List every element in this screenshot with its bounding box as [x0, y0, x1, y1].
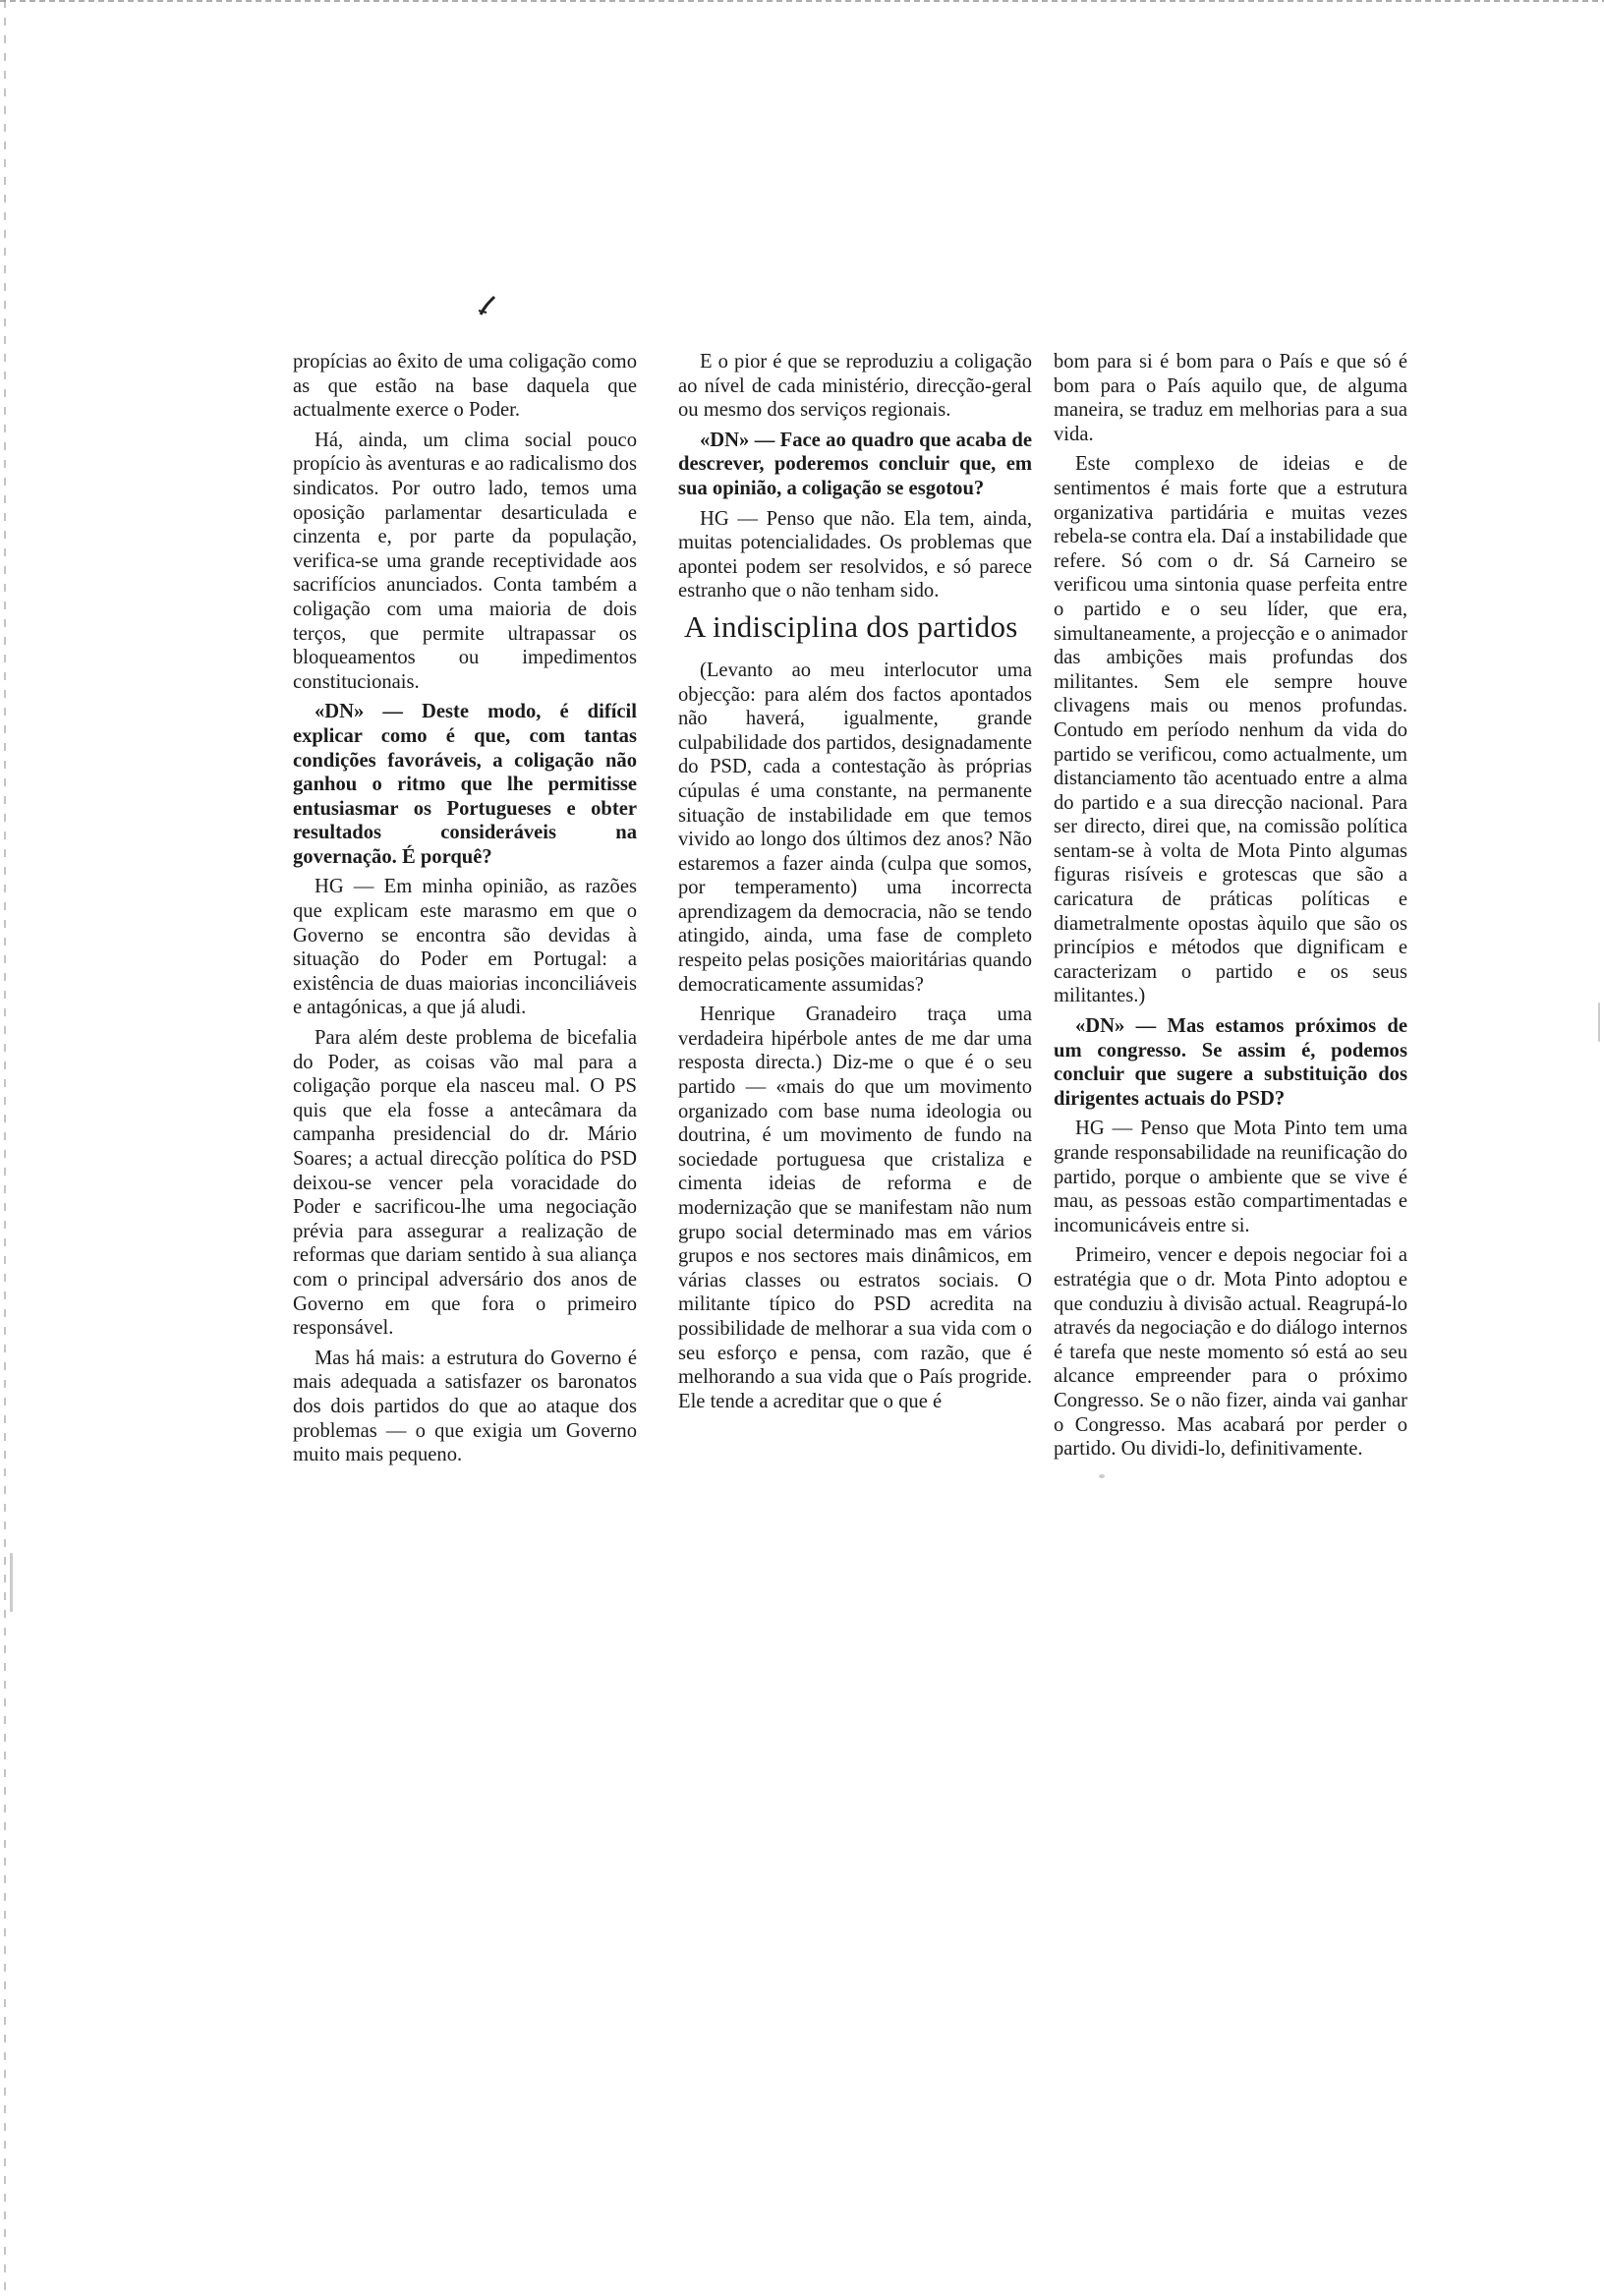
scan-speck	[1598, 1003, 1600, 1042]
paragraph: Mas há mais: a estrutura do Governo é mais adequada a satisfazer os baronatos dos dois partidos do que ao ataque dos problemas — o que exigia um Governo muito mais pequeno.	[293, 1347, 637, 1466]
scan-speck	[10, 1553, 13, 1612]
paragraph: E o pior é que se reproduziu a coligação ao nível de cada ministério, direcção-geral ou mesmo dos serviços regionais.	[678, 351, 1032, 422]
paragraph: Henrique Granadeiro traça uma verdadeira hipérbole antes de me dar uma resposta directa.) Diz-me o que é o seu partido — «mais do que um movimento organizado com base numa ideologia ou doutrina, é um movimento de fundo na sociedade portuguesa que cristaliza e cimenta ideias de reforma e de modernização que se manifestam não num grupo social determinado mas em vários grupos e nos sectores mais dinâmicos, em várias classes ou estratos sociais. O militante típico do PSD acredita na possibilidade de melhorar a sua vida com o seu esforço e pensa, com razão, que é melhorando a sua vida que o País progride. Ele tende a acreditar que o que é	[678, 1004, 1032, 1412]
paragraph: propícias ao êxito de uma coligação como as que estão na base daquela que actualmente exerce o Poder.	[293, 351, 637, 422]
paragraph: Primeiro, vencer e depois negociar foi a estratégia que o dr. Mota Pinto adoptou e que conduziu à divisão actual. Reagrupá-lo através da negociação e do diálogo internos é tarefa que neste momento só está ao seu alcance empreender para o próximo Congresso. Se o não fizer, ainda vai ganhar o Congresso. Mas acabará por perder o partido. Ou dividi-lo, definitivamente.	[1054, 1244, 1407, 1461]
interview-answer: HG — Em minha opinião, as razões que explicam este marasmo em que o Governo se encontra são devidas à situação do Poder em Portugal: a existência de duas maiorias inconciliáveis e antagónicas, a que já aludi.	[293, 876, 637, 1019]
paragraph: Há, ainda, um clima social pouco propício às aventuras e ao radicalismo dos sindicatos. Por outro lado, temos uma oposição parlamentar desarticulada e cinzenta e, por parte da população, verifica-se uma grande receptividade aos sacrifícios anunciados. Conta também a coligação com uma maioria de dois terços, que permite ultrapassar os bloqueamentos ou impedimentos constitucionais.	[293, 429, 637, 693]
interview-answer: HG — Penso que não. Ela tem, ainda, muitas potencialidades. Os problemas que apontei podem ser resolvidos, e só parece estranho que o não tenham sido.	[678, 507, 1032, 603]
scan-mark-icon	[475, 293, 500, 318]
interview-question: «DN» — Deste modo, é difícil explicar como é que, com tantas condições favoráveis, a coligação não ganhou o ritmo que lhe permitisse entusiasmar os Portugueses e obter resultados consideráveis na governação. É porquê?	[293, 701, 637, 868]
article-column-3	[1054, 350, 1407, 1467]
article-column-2	[678, 350, 1032, 1419]
interview-question: «DN» — Face ao quadro que acaba de descrever, poderemos concluir que, em sua opinião, a coligação se esgotou?	[678, 429, 1032, 499]
paragraph: Para além deste problema de bicefalia do Poder, as coisas vão mal para a coligação porque ela nasceu mal. O PS quis que ela fosse a antecâmara da campanha presidencial do dr. Mário Soares; a actual direcção política do PSD deixou-se vencer pela voracidade do Poder e sacrificou-lhe uma negociação prévia para assegurar a realização de reformas que dariam sentido à sua aliança com o principal adversário dos anos de Governo em que fora o primeiro responsável.	[293, 1027, 637, 1340]
section-heading: A indisciplina dos partidos	[684, 608, 1018, 644]
page-left-edge	[4, 0, 6, 2296]
paragraph: bom para si é bom para o País e que só é bom para o País aquilo que, de alguma maneira, se traduz em melhorias para a sua vida.	[1054, 351, 1407, 445]
paragraph: Este complexo de ideias e de sentimentos é mais forte que a estrutura organizativa partidária e muitas vezes rebela-se contra ela. Daí a instabilidade que refere. Só com o dr. Sá Carneiro se verificou uma sintonia quase perfeita entre o partido e o seu líder, que era, simultaneamente, a projecção e o animador das ambições mais profundas dos militantes. Sem ele sempre houve clivagens mais ou menos profundas. Contudo em período nenhum da vida do partido se verificou, como actualmente, um distanciamento tão acentuado entre a alma do partido e a sua direcção nacional. Para ser directo, direi que, na comissão política sentam-se à volta de Mota Pinto algumas figuras risíveis e grotescas que são a caricatura de práticas políticas e diametralmente opostas àquilo que são os princípios e métodos que dignificam e caracterizam o partido e os seus militantes.)	[1054, 453, 1407, 1007]
page-top-edge	[0, 0, 1604, 2]
interview-question: «DN» — Mas estamos próximos de um congresso. Se assim é, podemos concluir que sugere a substituição dos dirigentes actuais do PSD?	[1054, 1015, 1407, 1110]
article-column-1	[293, 350, 637, 1473]
interview-answer: HG — Penso que Mota Pinto tem uma grande responsabilidade na reunificação do partido, porque o ambiente que se vive é mau, as pessoas estão compartimentadas e incomunicáveis entre si.	[1054, 1118, 1407, 1236]
scan-speck	[1099, 1474, 1105, 1478]
paragraph: (Levanto ao meu interlocutor uma objecção: para além dos factos apontados não haverá, igualmente, grande culpabilidade dos partidos, designadamente do PSD, cada a contestação às próprias cúpulas é uma constante, na permanente situação de instabilidade em que temos vivido ao longo dos últimos dez anos? Não estaremos a fazer ainda (culpa que somos, por temperamento) uma incorrecta aprendizagem da democracia, não se tendo atingido, ainda, uma fase de completo respeito pelas posições maioritárias quando democraticamente assumidas?	[678, 659, 1032, 996]
